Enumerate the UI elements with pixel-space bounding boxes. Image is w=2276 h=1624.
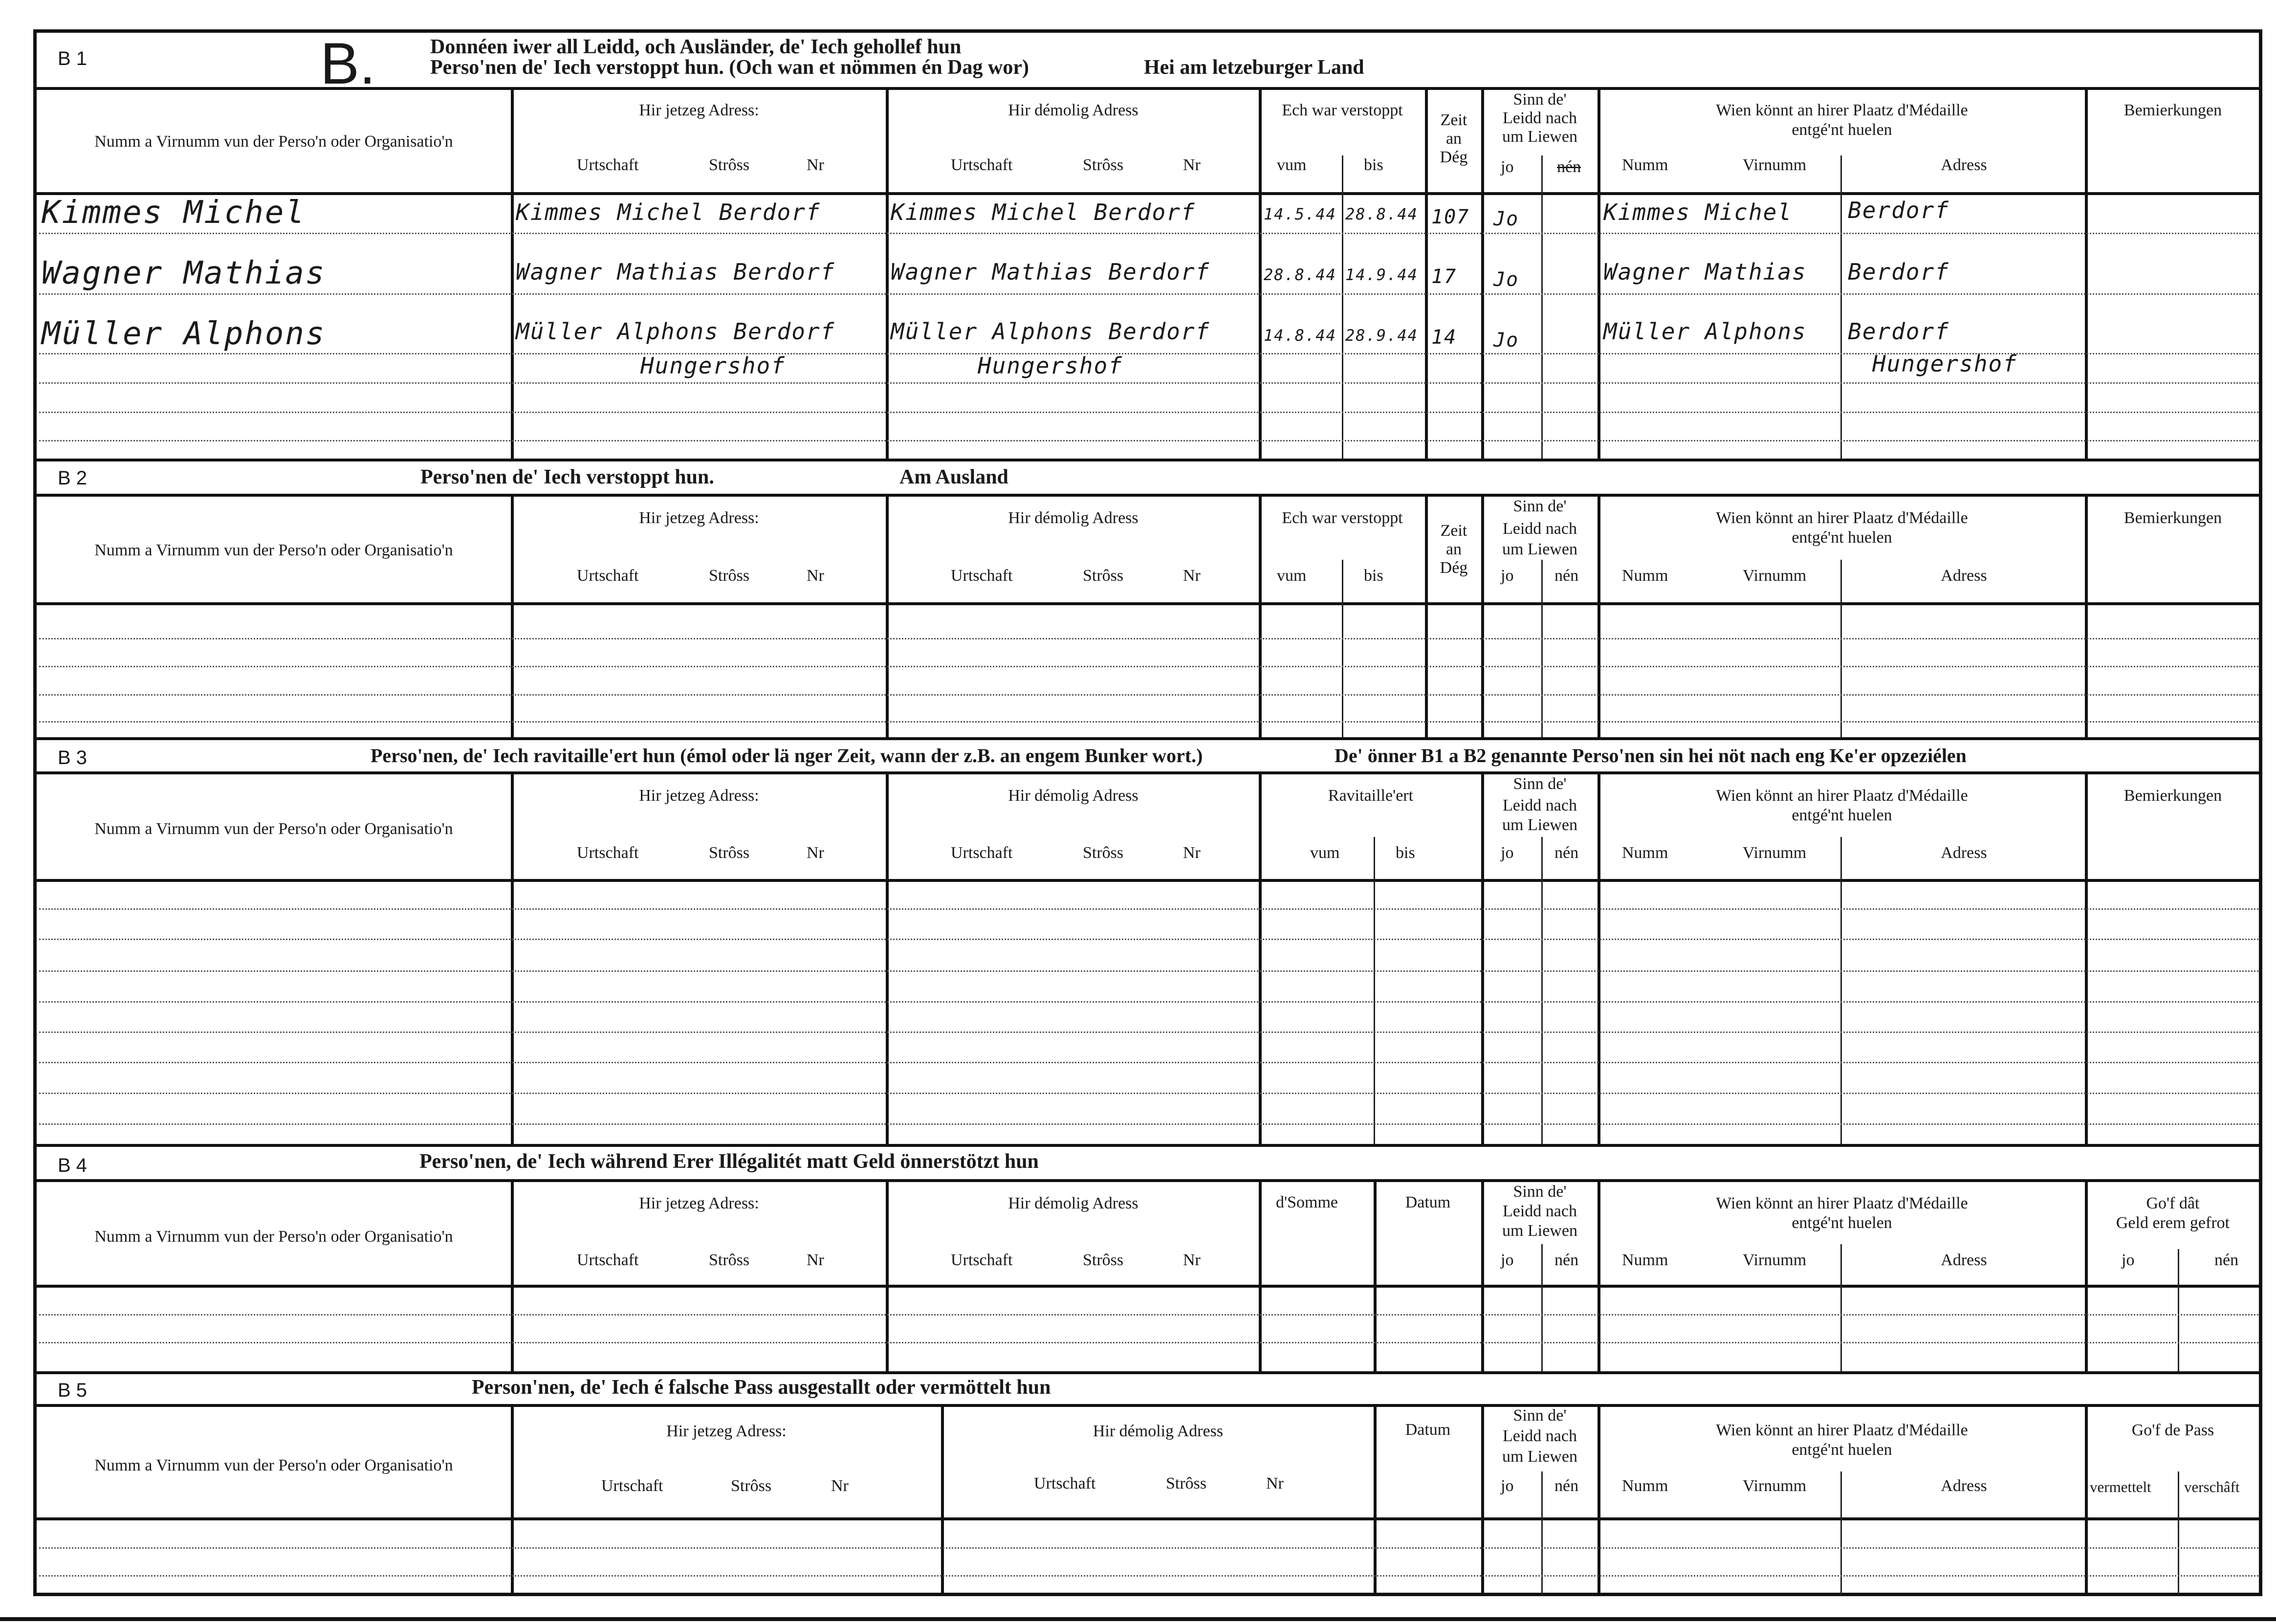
b2-header-zeit-2: an xyxy=(1445,540,1462,558)
b1-title-line2-right: Hei am letzeburger Land xyxy=(1144,56,1364,79)
b3-header-numm: Numm xyxy=(1622,844,1668,862)
b1-row1-medal-name: Kimmes Michel xyxy=(1603,199,1793,225)
b1-row3-to: 28.9.44 xyxy=(1345,326,1418,345)
b2-header-alive-3: um Liewen xyxy=(1502,540,1577,558)
b4-header-stross: Strôss xyxy=(709,1251,750,1269)
b1-header-medal-2: entgé'nt huelen xyxy=(1792,121,1892,139)
b5-header-alive-2: Leidd nach xyxy=(1503,1427,1577,1445)
b2-header-numm: Numm xyxy=(1622,567,1668,585)
b3-header-former-address: Hir démolig Adress xyxy=(1008,787,1138,805)
b1-row2-former-address: Wagner Mathias Berdorf xyxy=(891,259,1210,285)
b3-header-bis: bis xyxy=(1396,844,1415,862)
b2-header-urtschaft-2: Urtschaft xyxy=(951,567,1013,585)
b3-header-urtschaft: Urtschaft xyxy=(577,844,639,862)
section-letter: B. xyxy=(320,31,376,96)
b4-header-stross-2: Strôss xyxy=(1083,1251,1124,1269)
b5-header-jo: jo xyxy=(1501,1477,1514,1495)
b1-header-nr-2: Nr xyxy=(1183,156,1201,174)
b2-header-former-address: Hir démolig Adress xyxy=(1008,509,1138,527)
b5-header-numm: Numm xyxy=(1622,1477,1668,1495)
b1-header-bemierkungen: Bemierkungen xyxy=(2123,101,2222,119)
b3-header-virnumm: Virnumm xyxy=(1743,844,1807,862)
b4-header-gofdat-2: Geld erem gefrot xyxy=(2116,1214,2230,1232)
b1-header-virnumm: Virnumm xyxy=(1743,156,1807,174)
b2-header-alive-1: Sinn de' xyxy=(1513,497,1567,515)
b3-header-nr: Nr xyxy=(807,844,824,862)
b2-header-medal-1: Wien könnt an hirer Plaatz d'Médaille xyxy=(1716,509,1968,527)
b1-header-stross: Strôss xyxy=(709,156,750,174)
b3-header-alive-2: Leidd nach xyxy=(1503,796,1577,814)
b1-row3-days: 14 xyxy=(1431,326,1457,349)
b1-header-numm: Numm xyxy=(1622,156,1668,174)
b2-header-vum: vum xyxy=(1277,567,1307,585)
b1-header-urtschaft-2: Urtschaft xyxy=(951,156,1013,174)
b1-row1-days: 107 xyxy=(1431,206,1470,228)
b3-header-nen: nén xyxy=(1554,844,1579,862)
b2-header-nr-2: Nr xyxy=(1183,567,1201,585)
b5-section-code: B 5 xyxy=(58,1380,88,1401)
b2-header-nen: nén xyxy=(1554,567,1579,585)
b1-header-zeit-3: Dég xyxy=(1440,148,1468,166)
b1-header-bis: bis xyxy=(1364,156,1383,174)
b4-header-somme: d'Somme xyxy=(1276,1193,1338,1211)
b2-header-bis: bis xyxy=(1364,567,1383,585)
b4-header-datum: Datum xyxy=(1405,1193,1451,1211)
b3-header-ravitailleert: Ravitaille'ert xyxy=(1328,787,1414,805)
b1-header-former-address: Hir démolig Adress xyxy=(1008,101,1138,119)
b4-header-alive-1: Sinn de' xyxy=(1513,1183,1567,1201)
b3-header-bemierkungen: Bemierkungen xyxy=(2123,787,2222,805)
b4-header-nen-2: nén xyxy=(2214,1251,2239,1269)
b2-header-adress: Adress xyxy=(1941,567,1987,585)
b4-title: Perso'nen, de' Iech während Erer Illégalitét matt Geld önnerstötzt hun xyxy=(419,1150,1039,1173)
b1-row2-alive: Jo xyxy=(1493,268,1519,291)
b1-header-adress: Adress xyxy=(1941,156,1987,174)
b5-title: Person'nen, de' Iech é falsche Pass ausgestallt oder vermöttelt hun xyxy=(472,1376,1051,1399)
b4-header-medal-2: entgé'nt huelen xyxy=(1792,1214,1892,1232)
b1-row3-alive: Jo xyxy=(1493,329,1519,351)
b3-header-stross-2: Strôss xyxy=(1083,844,1124,862)
b3-header-urtschaft-2: Urtschaft xyxy=(951,844,1013,862)
b4-header-urtschaft: Urtschaft xyxy=(577,1251,639,1269)
b2-header-name: Numm a Virnumm vun der Perso'n oder Organisatio'n xyxy=(94,541,453,559)
b1-row2-medal-name: Wagner Mathias xyxy=(1603,259,1807,285)
b5-header-alive-1: Sinn de' xyxy=(1513,1406,1567,1425)
b2-title-right: Am Ausland xyxy=(899,466,1008,488)
b1-row3-current-address-2: Hungershof xyxy=(640,352,786,379)
b5-header-urtschaft: Urtschaft xyxy=(601,1477,663,1495)
b1-row1-to: 28.8.44 xyxy=(1345,205,1418,223)
b4-header-adress: Adress xyxy=(1941,1251,1987,1269)
b1-row3-medal-name: Müller Alphons xyxy=(1603,318,1807,345)
b1-header-hidden: Ech war verstoppt xyxy=(1282,101,1403,119)
b1-header-vum: vum xyxy=(1277,156,1307,174)
b4-header-urtschaft-2: Urtschaft xyxy=(951,1251,1013,1269)
b1-row2-from: 28.8.44 xyxy=(1264,265,1336,284)
b2-header-zeit-3: Dég xyxy=(1440,559,1468,577)
b3-section-code: B 3 xyxy=(58,747,88,768)
b5-header-stross: Strôss xyxy=(731,1477,772,1495)
b1-section-code: B 1 xyxy=(58,48,88,69)
b5-header-datum: Datum xyxy=(1405,1421,1451,1439)
b5-header-verschaft: verschâft xyxy=(2184,1478,2240,1495)
b5-header-alive-3: um Liewen xyxy=(1502,1448,1577,1466)
b1-row3-medal-address: Berdorf xyxy=(1848,318,1949,345)
b2-header-current-address: Hir jetzeg Adress: xyxy=(639,509,759,527)
b1-title-line2: Perso'nen de' Iech verstoppt hun. (Och wan et nömmen én Dag wor) xyxy=(430,56,1029,79)
b5-header-nr-2: Nr xyxy=(1266,1474,1284,1492)
b4-header-nr: Nr xyxy=(807,1251,824,1269)
b2-title: Perso'nen de' Iech verstoppt hun. xyxy=(420,466,714,488)
b1-header-name: Numm a Virnumm vun der Perso'n oder Organisatio'n xyxy=(94,132,453,151)
b1-header-alive-2: Leidd nach xyxy=(1503,109,1577,127)
b1-header-urtschaft: Urtschaft xyxy=(577,156,639,174)
b1-row1-medal-address: Berdorf xyxy=(1848,197,1949,223)
b2-section-code: B 2 xyxy=(58,467,88,489)
b1-header-jo: jo xyxy=(1501,158,1514,176)
b1-header-stross-2: Strôss xyxy=(1083,156,1124,174)
b3-header-nr-2: Nr xyxy=(1183,844,1201,862)
b3-header-medal-1: Wien könnt an hirer Plaatz d'Médaille xyxy=(1716,787,1968,805)
b5-header-former-address: Hir démolig Adress xyxy=(1093,1422,1224,1440)
b2-header-medal-2: entgé'nt huelen xyxy=(1792,528,1892,547)
b1-row2-medal-address: Berdorf xyxy=(1848,259,1949,285)
b1-row3-current-address: Müller Alphons Berdorf xyxy=(516,318,835,345)
b1-row2-to: 14.9.44 xyxy=(1345,265,1418,284)
b2-header-nr: Nr xyxy=(807,567,824,585)
b4-header-gofdat-1: Go'f dât xyxy=(2146,1194,2200,1212)
b4-header-nen: nén xyxy=(1554,1251,1579,1269)
b4-header-former-address: Hir démolig Adress xyxy=(1008,1194,1138,1212)
b1-header-nr: Nr xyxy=(807,156,824,174)
b3-header-medal-2: entgé'nt huelen xyxy=(1792,806,1892,824)
b1-header-medal-1: Wien könnt an hirer Plaatz d'Médaille xyxy=(1716,101,1968,119)
b2-header-hidden: Ech war verstoppt xyxy=(1282,509,1403,527)
b1-row1-former-address: Kimmes Michel Berdorf xyxy=(891,199,1196,225)
b2-header-alive-2: Leidd nach xyxy=(1503,520,1577,538)
b2-header-jo: jo xyxy=(1501,567,1514,585)
b1-row1-alive: Jo xyxy=(1493,208,1519,230)
b1-header-zeit-2: an xyxy=(1445,130,1462,148)
b4-header-jo-2: jo xyxy=(2122,1251,2135,1269)
b5-header-medal-1: Wien könnt an hirer Plaatz d'Médaille xyxy=(1716,1421,1968,1439)
b1-header-alive-3: um Liewen xyxy=(1502,128,1577,146)
b2-header-virnumm: Virnumm xyxy=(1743,567,1807,585)
b1-row3-former-address: Müller Alphons Berdorf xyxy=(891,318,1210,345)
b5-header-stross-2: Strôss xyxy=(1166,1474,1207,1492)
b2-header-stross-2: Strôss xyxy=(1083,567,1124,585)
b3-header-name: Numm a Virnumm vun der Perso'n oder Organisatio'n xyxy=(94,820,453,838)
b1-row1-name: Kimmes Michel xyxy=(42,195,306,231)
b4-header-medal-1: Wien könnt an hirer Plaatz d'Médaille xyxy=(1716,1194,1968,1212)
b5-header-medal-2: entgé'nt huelen xyxy=(1792,1441,1892,1459)
b2-header-urtschaft: Urtschaft xyxy=(577,567,639,585)
b3-header-alive-1: Sinn de' xyxy=(1513,775,1567,793)
b1-row3-name: Müller Alphons xyxy=(42,316,326,352)
b2-header-zeit-1: Zeit xyxy=(1440,522,1467,540)
b3-title: Perso'nen, de' Iech ravitaille'ert hun (émol oder lä nger Zeit, wann der z.B. an engem Bunker wort.) xyxy=(371,745,1203,767)
b3-header-alive-3: um Liewen xyxy=(1502,816,1577,834)
b4-header-current-address: Hir jetzeg Adress: xyxy=(639,1194,759,1212)
b3-header-current-address: Hir jetzeg Adress: xyxy=(639,787,759,805)
b4-header-numm: Numm xyxy=(1622,1251,1668,1269)
b1-row1-current-address: Kimmes Michel Berdorf xyxy=(516,199,821,225)
b5-header-adress: Adress xyxy=(1941,1477,1987,1495)
b5-header-nen: nén xyxy=(1554,1477,1579,1495)
b2-header-bemierkungen: Bemierkungen xyxy=(2123,509,2222,527)
b1-title-line1: Donnéen iwer all Leidd, och Ausländer, de' Iech gehollef hun xyxy=(430,36,962,58)
b5-header-gofpass: Go'f de Pass xyxy=(2131,1421,2214,1439)
b3-title-right: De' önner B1 a B2 genannte Perso'nen sin hei nöt nach eng Ke'er opzeziélen xyxy=(1335,745,1967,767)
b5-header-vermettelt: vermettelt xyxy=(2090,1478,2151,1495)
b1-row2-days: 17 xyxy=(1431,265,1457,288)
b1-header-nen: nén xyxy=(1557,158,1581,176)
b4-header-alive-3: um Liewen xyxy=(1502,1222,1577,1240)
b4-header-name: Numm a Virnumm vun der Perso'n oder Organisatio'n xyxy=(94,1228,453,1246)
b4-header-nr-2: Nr xyxy=(1183,1251,1201,1269)
b3-header-vum: vum xyxy=(1310,844,1340,862)
b3-header-jo: jo xyxy=(1501,844,1514,862)
b4-header-alive-2: Leidd nach xyxy=(1503,1202,1577,1220)
b1-row3-from: 14.8.44 xyxy=(1264,326,1336,345)
b5-header-current-address: Hir jetzeg Adress: xyxy=(666,1422,787,1440)
b5-header-urtschaft-2: Urtschaft xyxy=(1034,1474,1096,1492)
b1-row2-current-address: Wagner Mathias Berdorf xyxy=(516,259,835,285)
b1-header-alive-1: Sinn de' xyxy=(1513,90,1567,109)
b5-header-nr: Nr xyxy=(831,1477,849,1495)
b3-header-stross: Strôss xyxy=(709,844,750,862)
b5-header-virnumm: Virnumm xyxy=(1743,1477,1807,1495)
b4-section-code: B 4 xyxy=(58,1155,88,1176)
b5-header-name: Numm a Virnumm vun der Perso'n oder Organisatio'n xyxy=(94,1456,453,1474)
b1-row3-former-address-2: Hungershof xyxy=(978,352,1123,379)
b1-header-current-address: Hir jetzeg Adress: xyxy=(639,101,759,119)
b1-header-zeit-1: Zeit xyxy=(1440,111,1467,129)
b1-row3-medal-address-2: Hungershof xyxy=(1872,351,2017,377)
b1-row1-from: 14.5.44 xyxy=(1264,205,1336,223)
b1-row2-name: Wagner Mathias xyxy=(42,255,326,291)
b2-header-stross: Strôss xyxy=(709,567,750,585)
b4-header-jo: jo xyxy=(1501,1251,1514,1269)
b4-header-virnumm: Virnumm xyxy=(1743,1251,1807,1269)
b3-header-adress: Adress xyxy=(1941,844,1987,862)
